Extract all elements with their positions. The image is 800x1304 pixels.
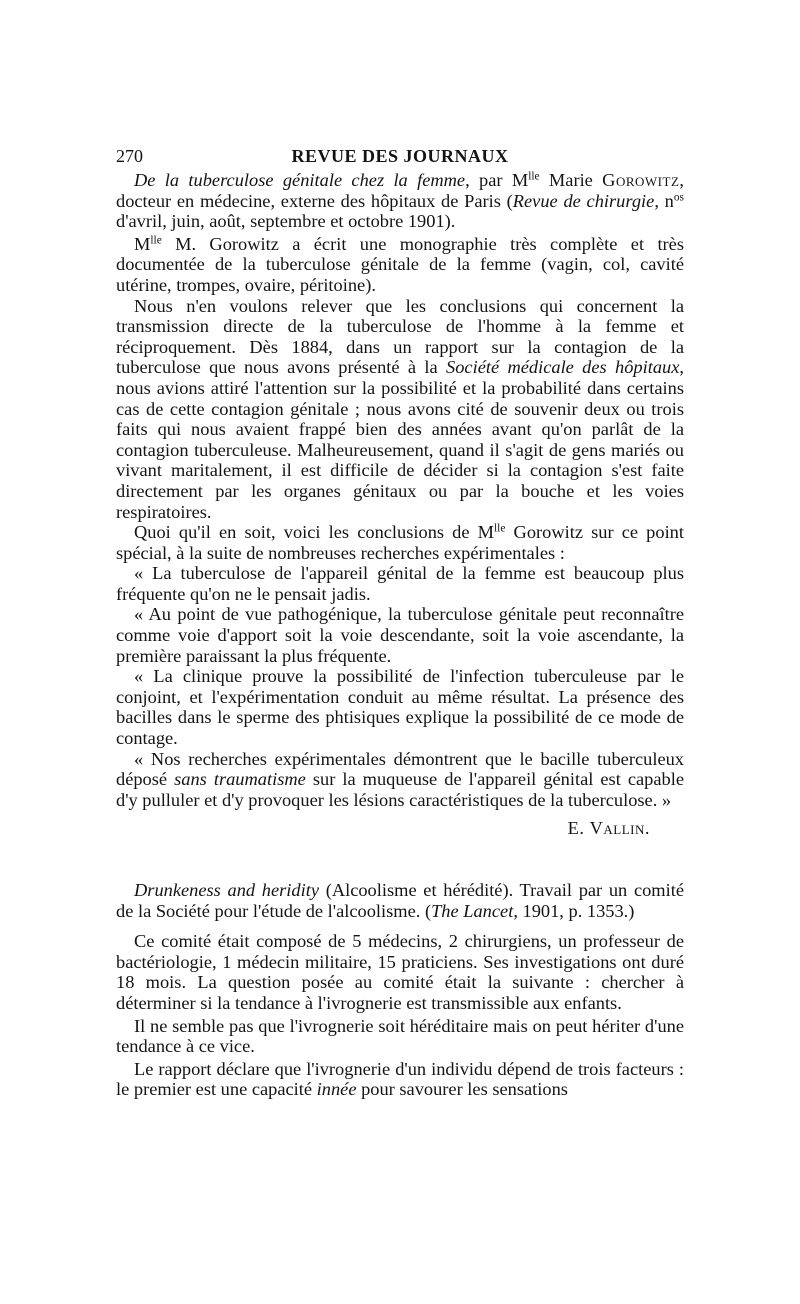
article-alcoolisme (116, 880, 684, 1100)
society-name: Société médicale des hôpitaux (446, 357, 680, 378)
para-2-before: Nous n'en voulons relever que les conclusions qui concernent la transmission directe de la tuberculose de l'homme à la femme et réciproquement. Dès 1884, dans un rapport sur la contagion de la tuberculose que nous avons présenté à la (116, 295, 684, 378)
signature (116, 818, 684, 839)
article-heading (116, 170, 684, 232)
para-3-before: Quoi qu'il en soit, voici les conclusions de M (134, 522, 495, 543)
para-rapport-after: pour savourer les sensations (356, 1079, 568, 1100)
byline-sup: lle (528, 170, 540, 183)
paragraph-heredite: Il ne semble pas que l'ivrognerie soit héréditaire mais on peut hériter d'une tendance à ce vice. (116, 1015, 684, 1057)
para-1-sup: lle (150, 234, 162, 247)
quote-clinique: « La clinique prouve la possibilité de l'infection tuberculeuse par le conjoint, et l'expérimentation conduit au même résultat. La présence des bacilles dans le sperme des phtisiques explique la possibilité de ce mode de contage. (116, 666, 684, 749)
journal-title: REVUE DES JOURNAUX (291, 146, 509, 166)
page-number: 270 (116, 146, 143, 166)
journal-reference: Revue de chirurgie (512, 190, 655, 211)
para-2-after: , nous avions attiré l'attention sur la possibilité et la probabilité dans certains cas de cette contagion génitale ; nous avons cité de souvenir deux ou trois faits qui nous avaient frappé bien des années avant qu'on parlât de la contagion tuberculeuse. Malheureusement, quand il s'agit de gens mariés ou vivant maritalement, il est difficile de décider si la contagion s'est faite directement par les organes génitaux ou par la bouche et les voies respiratoires. (116, 357, 684, 522)
article-tuberculose (116, 170, 684, 839)
running-head (116, 144, 684, 168)
signature-name: Vallin (589, 818, 645, 839)
issue-sup: os (673, 191, 684, 204)
title-rest: (Alcoolisme et hérédité). Travail par un comité de la Société pour l'étude de l'alcoolisme. ( (116, 880, 684, 921)
source-rest: , 1901, p. 1353.) (513, 900, 635, 921)
issue-rest: d'avril, juin, août, septembre et octobre 1901). (116, 211, 456, 232)
quote-4-italic: sans traumatisme (174, 769, 306, 790)
issue-prefix: , n (654, 190, 674, 211)
signature-initial: E. (567, 818, 590, 839)
quote-recherches (116, 749, 684, 811)
paragraph-monographie (116, 234, 684, 296)
byline-name: Marie (539, 170, 603, 190)
paragraph-conclusions (116, 296, 684, 523)
article-title: De la tuberculose génitale chez la femme (134, 170, 466, 190)
quote-4-before: « Nos recherches expérimentales démontrent que le bacille tuberculeux déposé (116, 748, 684, 790)
article-title-2: Drunkeness and heridity (134, 880, 319, 900)
para-1-prefix: M (134, 233, 151, 254)
quote-4-after: sur la muqueuse de l'appareil génital est capable d'y pulluler et d'y provoquer les lésions caractéristiques de la tuberculose. » (116, 769, 685, 810)
para-1-text: M. Gorowitz a écrit une monographie très complète et très documentée de la tuberculose génitale de la femme (vagin, col, cavité utérine, trompes, ovaire, péritoine). (116, 233, 684, 295)
para-3-sup: lle (494, 522, 506, 535)
quote-pathogenie: « Au point de vue pathogénique, la tuberculose génitale peut reconnaître comme voie d'apport soit la voie descendante, soit la voie ascendante, la première paraissant la plus fréquente. (116, 604, 684, 666)
byline-par: , par M (465, 170, 529, 190)
paragraph-quoi (116, 522, 684, 563)
byline-rest: , docteur en médecine, externe des hôpitaux de Paris ( (116, 170, 684, 211)
signature-period: . (644, 818, 650, 839)
source-journal: The Lancet (431, 900, 514, 921)
paragraph-comite: Ce comité était composé de 5 médecins, 2 chirurgiens, un professeur de bactériologie, 1 médecin militaire, 15 praticiens. Ses investigations ont duré 18 mois. La question posée au comité était la suivante : chercher à déterminer si la tendance à l'ivrognerie est transmissible aux enfants. (116, 931, 684, 1013)
para-3-after: Gorowitz sur ce point spécial, à la suite de nombreuses recherches expérimentales : (116, 522, 684, 563)
article-heading-2 (116, 880, 684, 921)
para-rapport-italic: innée (316, 1079, 357, 1100)
para-rapport-before: Le rapport déclare que l'ivrognerie d'un individu dépend de trois facteurs : le premier est une capacité (116, 1058, 684, 1100)
paragraph-rapport (116, 1059, 684, 1100)
quote-frequence: « La tuberculose de l'appareil génital de la femme est beaucoup plus fréquente qu'on ne le pensait jadis. (116, 563, 684, 604)
author-name: Gorowitz (602, 170, 680, 190)
